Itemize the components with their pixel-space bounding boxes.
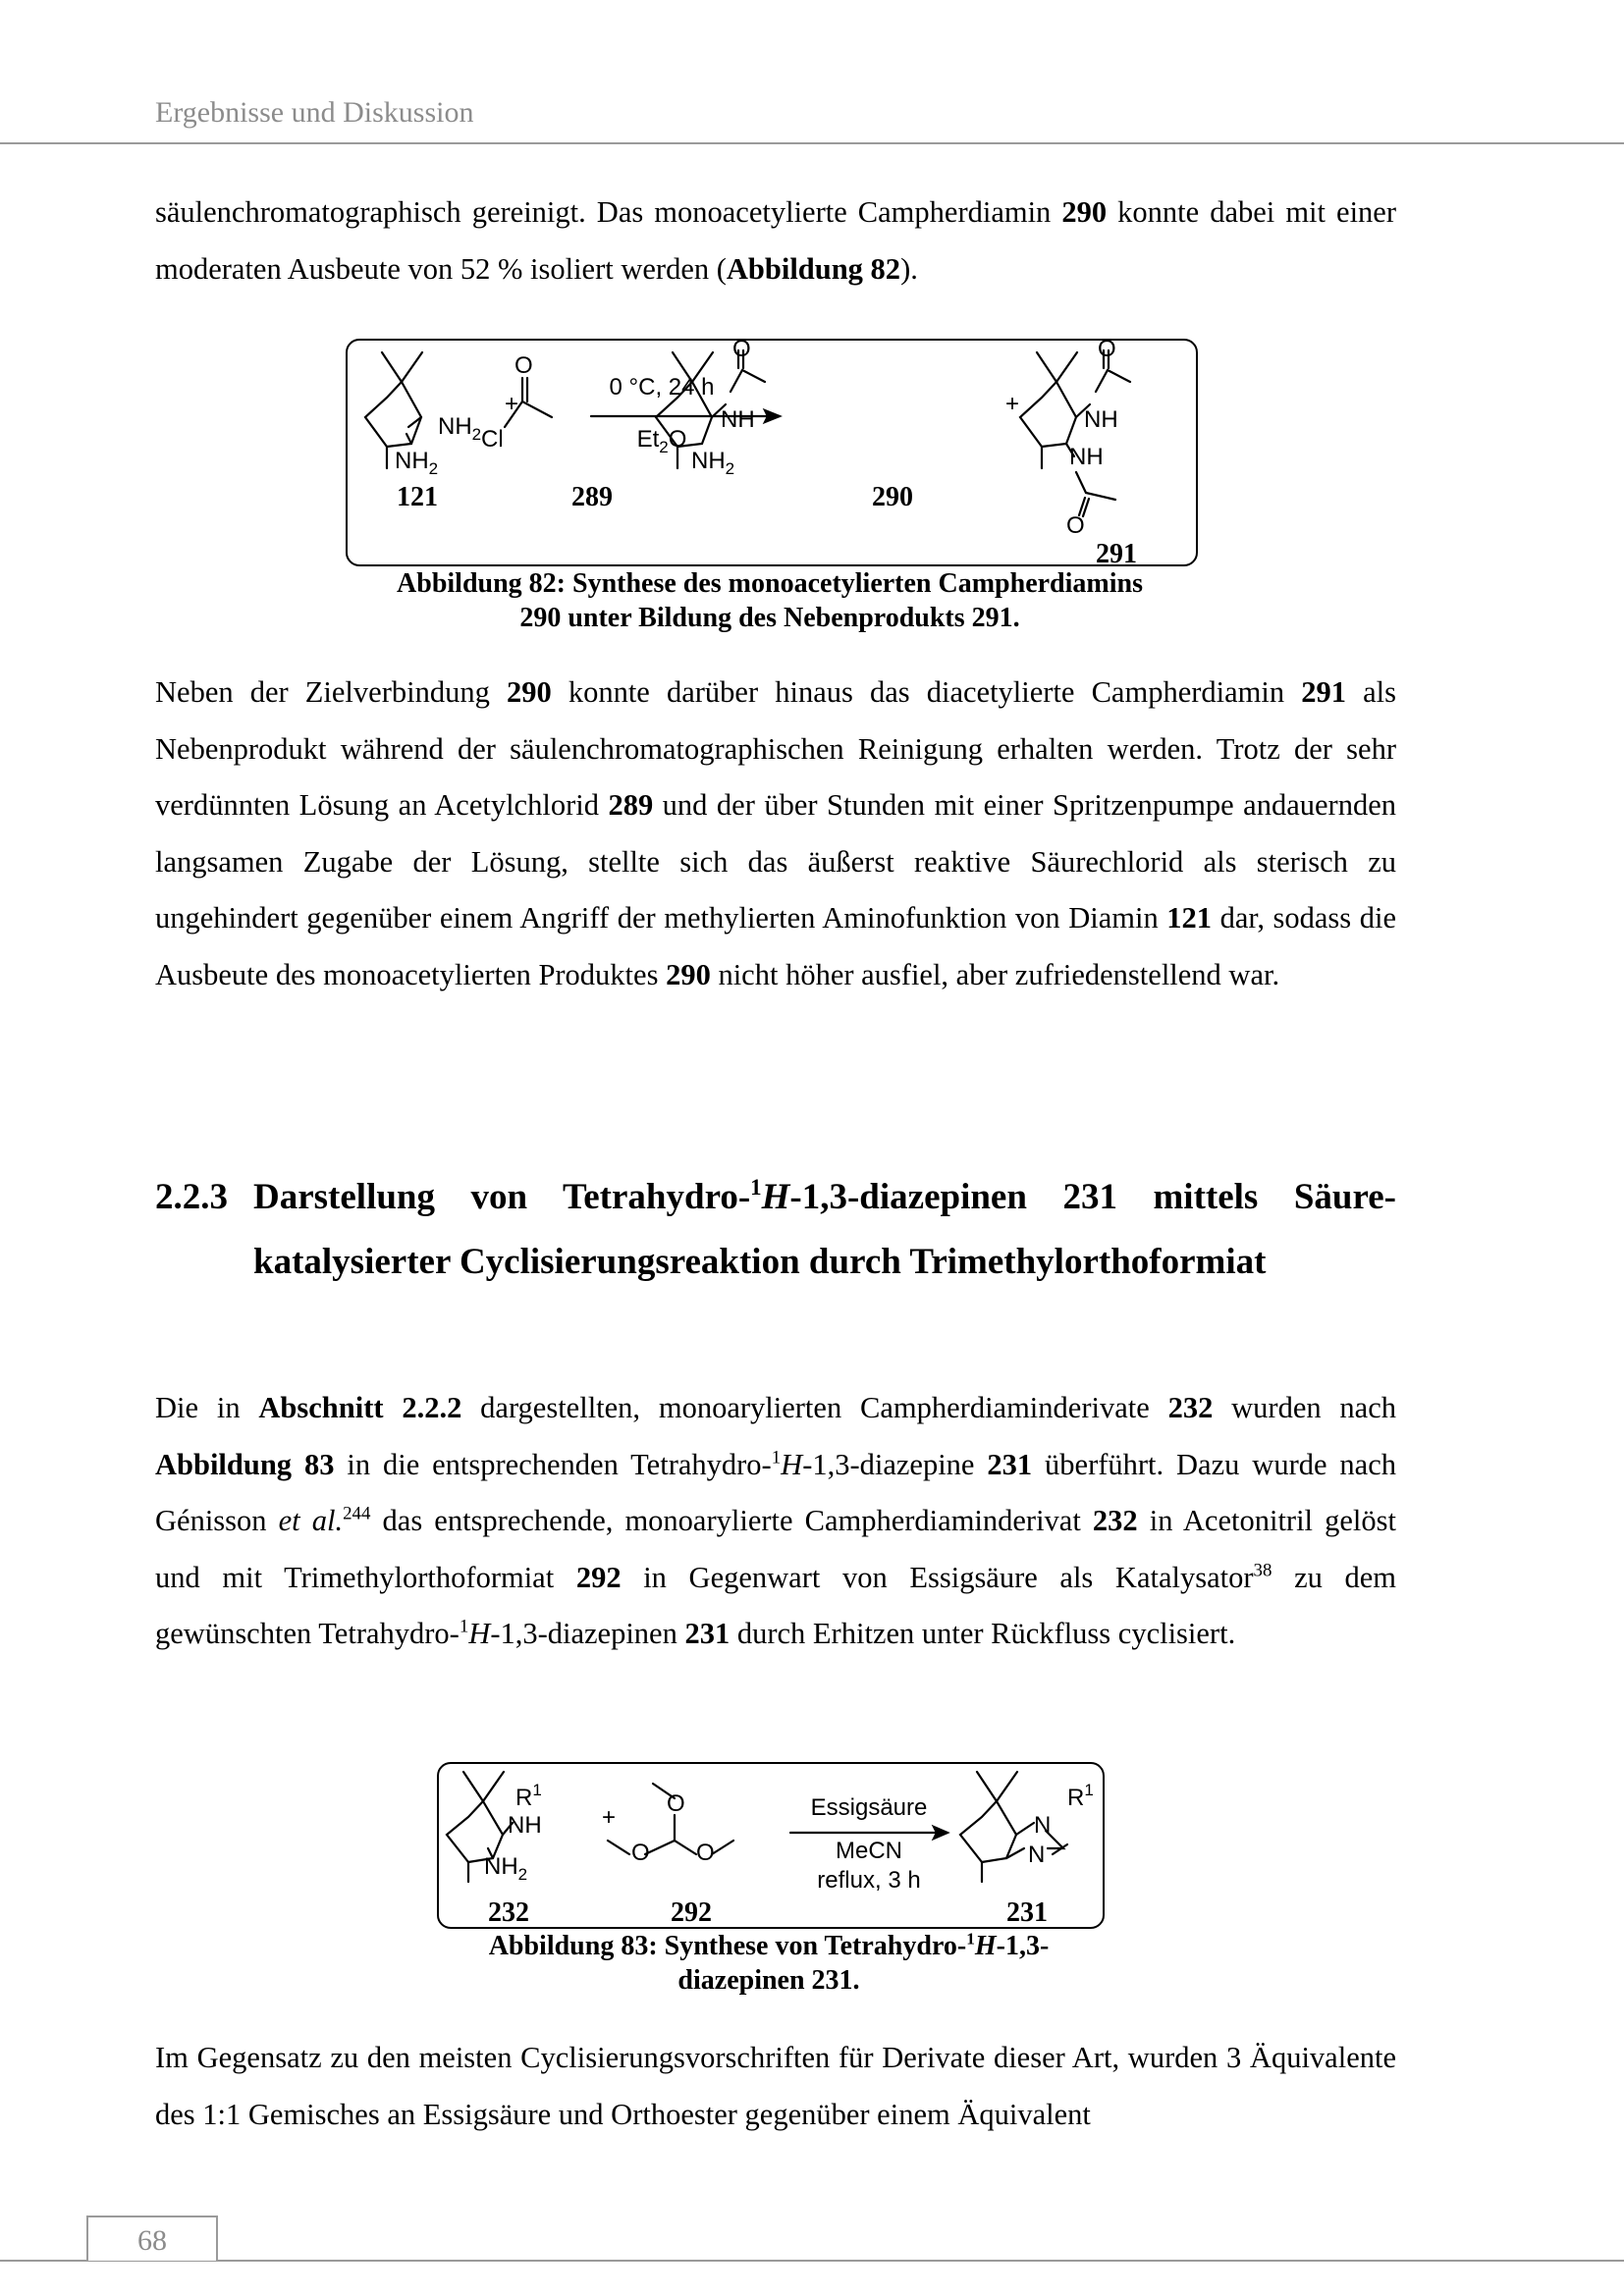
- paragraph-1: säulenchromatographisch gereinigt. Das monoacetylierte Campherdiamin 290 konnte dabei mit einer moderaten Ausbeute von 52 % isoliert werden (Abbildung 82).: [155, 195, 1396, 286]
- 231-n-top: N: [1034, 1812, 1052, 1839]
- label-291: 291: [1096, 539, 1137, 569]
- reaction-scheme-83: [437, 1762, 1105, 1929]
- 291-oxygen-bottom: O: [1066, 512, 1085, 539]
- caption-82: Abbildung 82: Synthese des monoacetylierten Campherdiamins 290 unter Bildung des Nebenprodukts 291.: [397, 568, 1143, 633]
- plus-sign-2: +: [1005, 391, 1020, 417]
- 292-oxygen-3: O: [696, 1840, 715, 1866]
- paragraph-3: Die in Abschnitt 2.2.2 dargestellten, monoarylierten Campherdiaminderivate 232 wurden nach Abbildung 83 in die entsprechenden Tetrahydro-$^1$H-1,3-diazepine 231 überführt. Dazu wurde nach Génisson et al.$^{244}$ das entsprechende, monoarylierte Campherdiaminderivat 232 in Acetonitril gelöst und mit Trimethylorthoformiat 292 in Gegenwart von Essigsäure als Katalysator$^{38}$ zu dem gewünschten Tetrahydro-$^1$H-1,3-diazepinen 231 durch Erhitzen unter Rückfluss cyclisiert.: [155, 1391, 1396, 1650]
- 232-r1: $R^1$: [515, 1781, 542, 1811]
- 289-chlorine: Cl: [481, 426, 504, 453]
- 291-oxygen-top: O: [1098, 336, 1116, 362]
- label-290: 290: [872, 482, 913, 512]
- conditions-83-mid: MeCN: [835, 1838, 903, 1864]
- label-289: 289: [571, 482, 613, 512]
- label-231: 231: [1006, 1897, 1048, 1928]
- 291-nh-top: NH: [1084, 406, 1118, 433]
- scheme-82-drawing: [348, 336, 1196, 576]
- 289-oxygen: O: [514, 352, 533, 379]
- plus-sign-1: +: [505, 391, 519, 417]
- header-rule: [0, 142, 1624, 144]
- label-232: 232: [488, 1897, 529, 1928]
- conditions-top: 0 °C, 24 h: [609, 374, 715, 400]
- page-number-box: [86, 2216, 218, 2261]
- label-292: 292: [671, 1897, 712, 1928]
- 291-nh-bottom: NH: [1069, 444, 1104, 470]
- 290-nh2: $NH_2$: [691, 448, 735, 478]
- 231-n-bottom: N: [1028, 1842, 1046, 1868]
- 290-nh: NH: [721, 406, 755, 433]
- section-heading: 2.2.3 Darstellung von Tetrahydro-$^1$H-1,3-diazepinen 231 mittels Säure- katalysierter Cyclisierungsreaktion durch Trimethylorthoformiat: [155, 1174, 1396, 1282]
- paragraph-2: Neben der Zielverbindung 290 konnte darüber hinaus das diacetylierte Campherdiamin 291 als Nebenprodukt während der säulenchromatographischen Reinigung erhalten werden. Trotz der sehr verdünnten Lösung an Acetylchlorid 289 und der über Stunden mit einer Spritzenpumpe andauernden langsamen Zugabe der Lösung, stellte sich das äußerst reaktive Säurechlorid als sterisch zu ungehindert gegenüber einem Angriff der methylierten Aminofunktion von Diamin 121 dar, sodass die Ausbeute des monoacetylierten Produktes 290 nicht höher ausfiel, aber zufriedenstellend war.: [155, 675, 1396, 991]
- label-121: 121: [397, 482, 438, 512]
- molecule-231: [960, 1772, 1067, 1882]
- page-number: 68: [137, 2224, 167, 2257]
- 232-nh2: $NH_2$: [484, 1853, 528, 1884]
- 292-oxygen-1: O: [667, 1790, 685, 1817]
- 231-r1: $R^1$: [1067, 1781, 1094, 1811]
- conditions-bottom: $Et_2O$: [636, 426, 687, 456]
- reaction-scheme-82: [346, 336, 1198, 569]
- footer-rule: [0, 2260, 1624, 2262]
- 121-nh2-top: $NH_2$: [438, 413, 482, 444]
- running-header: Ergebnisse und Diskussion: [155, 96, 474, 129]
- 290-oxygen: O: [732, 336, 751, 362]
- 292-oxygen-2: O: [631, 1840, 650, 1866]
- caption-83: Abbildung 83: Synthese von Tetrahydro-$^1$H-1,3- diazepinen 231.: [488, 1929, 1050, 1996]
- plus-sign-83: +: [602, 1804, 617, 1831]
- molecule-291: [1020, 350, 1130, 516]
- conditions-83-bottom: reflux, 3 h: [817, 1867, 921, 1894]
- 121-nh2-bottom: $NH_2$: [395, 448, 439, 478]
- scheme-83-drawing: [439, 1764, 1103, 1931]
- paragraph-4: Im Gegensatz zu den meisten Cyclisierungsvorschriften für Derivate dieser Art, wurden 3 Äquivalente des 1:1 Gemisches an Essigsäure und Orthoester gegenüber einem Äquivalent: [155, 2041, 1396, 2131]
- 232-nh: NH: [508, 1812, 542, 1839]
- conditions-83-top: Essigsäure: [810, 1794, 928, 1821]
